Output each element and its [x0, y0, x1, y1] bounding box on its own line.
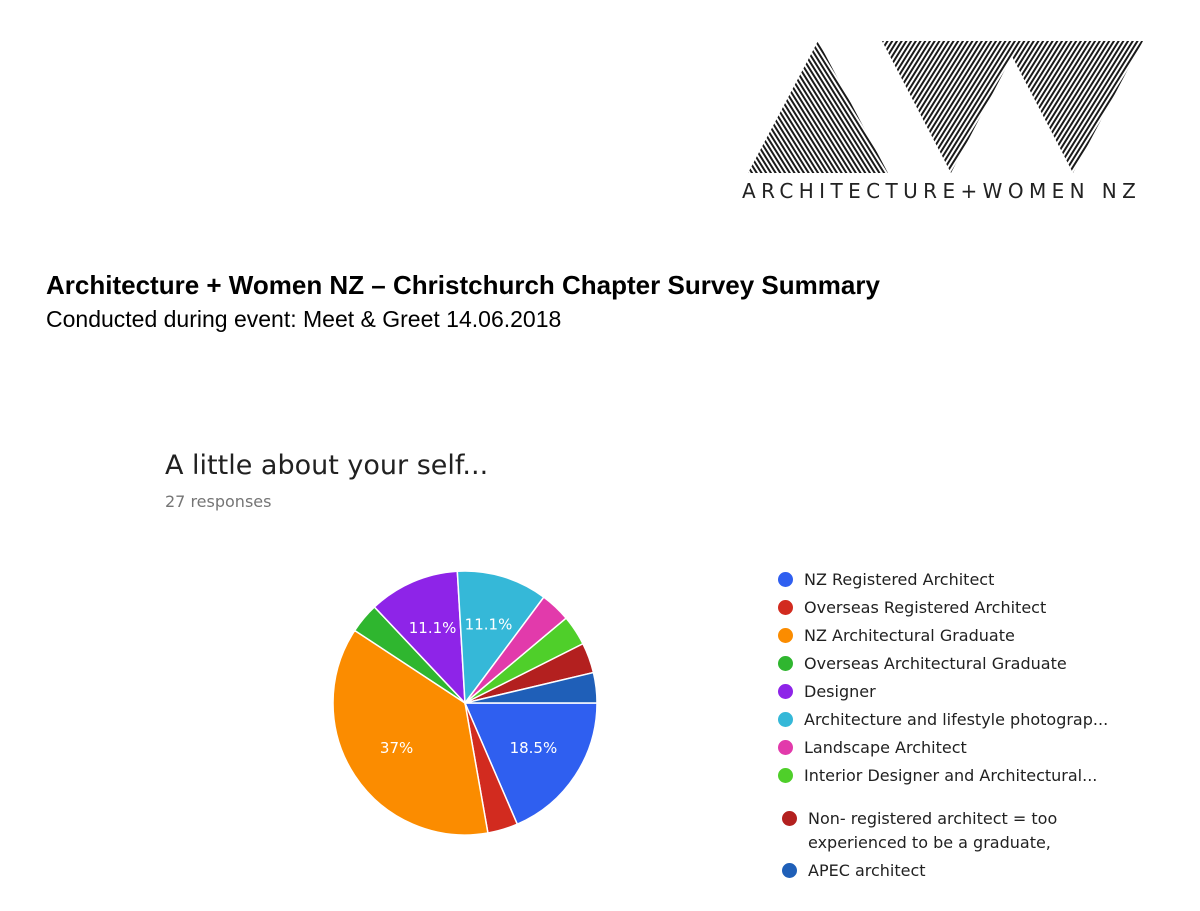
legend-swatch-3 — [778, 656, 793, 671]
legend-item-7[interactable] — [778, 764, 1097, 788]
legend-label-9: APEC architect — [808, 861, 926, 880]
legend-swatch-9 — [782, 863, 797, 878]
legend-item-0[interactable] — [778, 568, 994, 592]
pie-data-label-5: 11.1% — [464, 615, 513, 634]
legend-label-6: Landscape Architect — [804, 738, 967, 757]
logo-triangle-a — [748, 41, 888, 173]
logo-wordmark: ARCHITECTURE+WOMEN NZ — [742, 179, 1142, 203]
legend-label-2: NZ Architectural Graduate — [804, 626, 1015, 645]
legend-item-6[interactable] — [778, 736, 967, 760]
legend-item-9[interactable] — [782, 859, 926, 883]
legend-label-8: Non- registered architect = too experienced to be a graduate, — [808, 809, 1058, 852]
legend-item-5[interactable] — [778, 708, 1108, 732]
legend-label-0: NZ Registered Architect — [804, 570, 995, 589]
page-title: Architecture + Women NZ – Christchurch Chapter Survey Summary — [46, 270, 880, 300]
legend-item-4[interactable] — [778, 680, 876, 704]
legend-swatch-2 — [778, 628, 793, 643]
legend-label-5: Architecture and lifestyle photograp... — [804, 710, 1109, 729]
legend-item-3[interactable] — [778, 652, 1067, 676]
legend-label-3: Overseas Architectural Graduate — [804, 654, 1067, 673]
legend-swatch-4 — [778, 684, 793, 699]
logo-triangle-w-right — [1004, 41, 1143, 173]
legend-swatch-6 — [778, 740, 793, 755]
legend-label-1: Overseas Registered Architect — [804, 598, 1047, 617]
legend-item-8[interactable] — [782, 807, 1078, 855]
legend-label-7: Interior Designer and Architectural... — [804, 766, 1098, 785]
legend-swatch-5 — [778, 712, 793, 727]
legend-item-2[interactable] — [778, 624, 1015, 648]
pie-data-label-0: 18.5% — [509, 739, 558, 757]
chart-response-count: 27 responses — [165, 492, 272, 511]
pie-data-label-2: 37% — [379, 739, 414, 757]
legend-item-1[interactable] — [778, 596, 1046, 620]
legend-swatch-0 — [778, 572, 793, 587]
pie-data-label-4: 11.1% — [408, 618, 457, 637]
page-subtitle: Conducted during event: Meet & Greet 14.06.2018 — [46, 306, 562, 332]
logo-triangle-w-left — [882, 41, 1020, 173]
legend-swatch-7 — [778, 768, 793, 783]
legend-swatch-8 — [782, 811, 797, 826]
legend-swatch-1 — [778, 600, 793, 615]
chart-title: A little about your self... — [165, 450, 489, 481]
legend-label-4: Designer — [804, 682, 876, 701]
